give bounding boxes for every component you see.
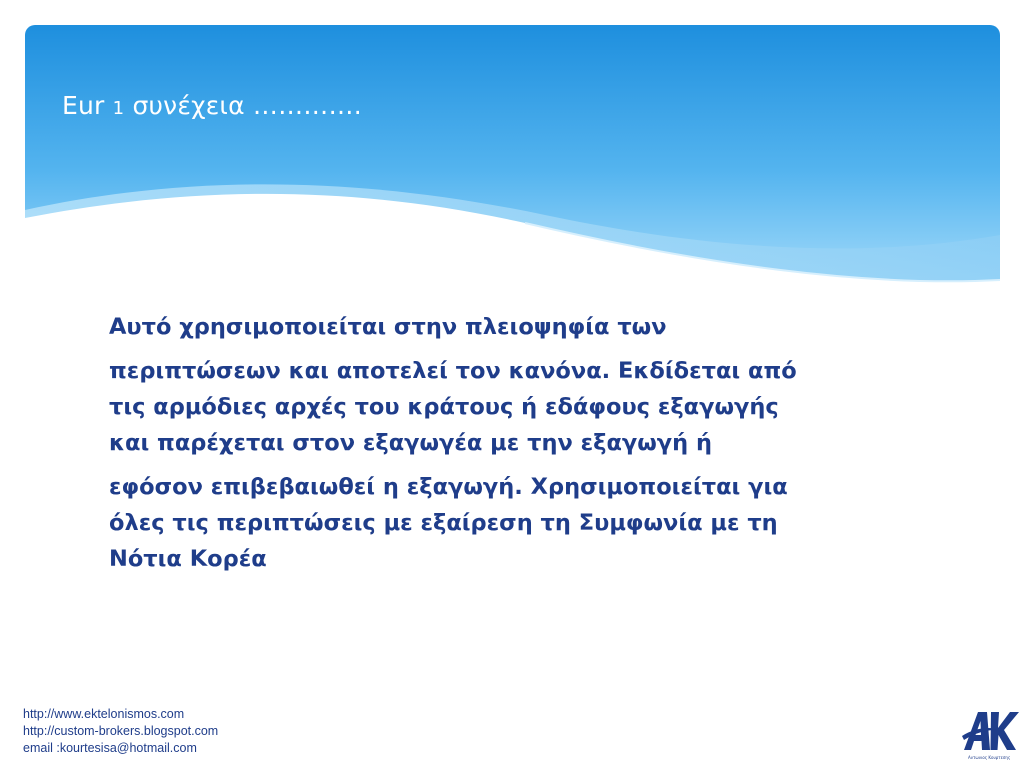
body-line: όλες τις περιπτώσεις με εξαίρεση τη Συμφωνία με τη bbox=[109, 510, 778, 536]
slide-title-number: 1 bbox=[112, 98, 125, 119]
body-line: Αυτό χρησιμοποιείται στην πλειοψηφία των bbox=[109, 314, 667, 340]
body-line: τις αρμόδιες αρχές του κράτους ή εδάφους εξαγωγής bbox=[109, 394, 779, 420]
logo-caption: Αντωνιος Κουρτεσης bbox=[968, 755, 1011, 760]
website-link[interactable]: http://www.ektelonismos.com bbox=[23, 707, 185, 721]
slide-title bbox=[62, 91, 362, 120]
blog-link[interactable]: http://custom-brokers.blogspot.com bbox=[23, 724, 219, 738]
body-line: και παρέχεται στον εξαγωγέα με την εξαγωγή ή bbox=[109, 430, 712, 456]
body-line: εφόσον επιβεβαιωθεί η εξαγωγή. Χρησιμοποιείται για bbox=[109, 474, 788, 500]
footer-links bbox=[23, 706, 218, 757]
header-banner bbox=[25, 25, 1000, 290]
ak-logo-icon bbox=[960, 706, 1020, 756]
slide-title-suffix: συνέχεια …………. bbox=[124, 91, 362, 120]
wave-banner-graphic bbox=[25, 25, 1000, 290]
email-link[interactable]: email :kourtesisa@hotmail.com bbox=[23, 741, 197, 755]
body-line: Νότια Κορέα bbox=[109, 546, 267, 572]
slide-title-prefix: Eur bbox=[62, 91, 113, 120]
body-paragraph bbox=[109, 309, 929, 577]
body-line: περιπτώσεων και αποτελεί τον κανόνα. Εκδίδεται από bbox=[109, 358, 797, 384]
